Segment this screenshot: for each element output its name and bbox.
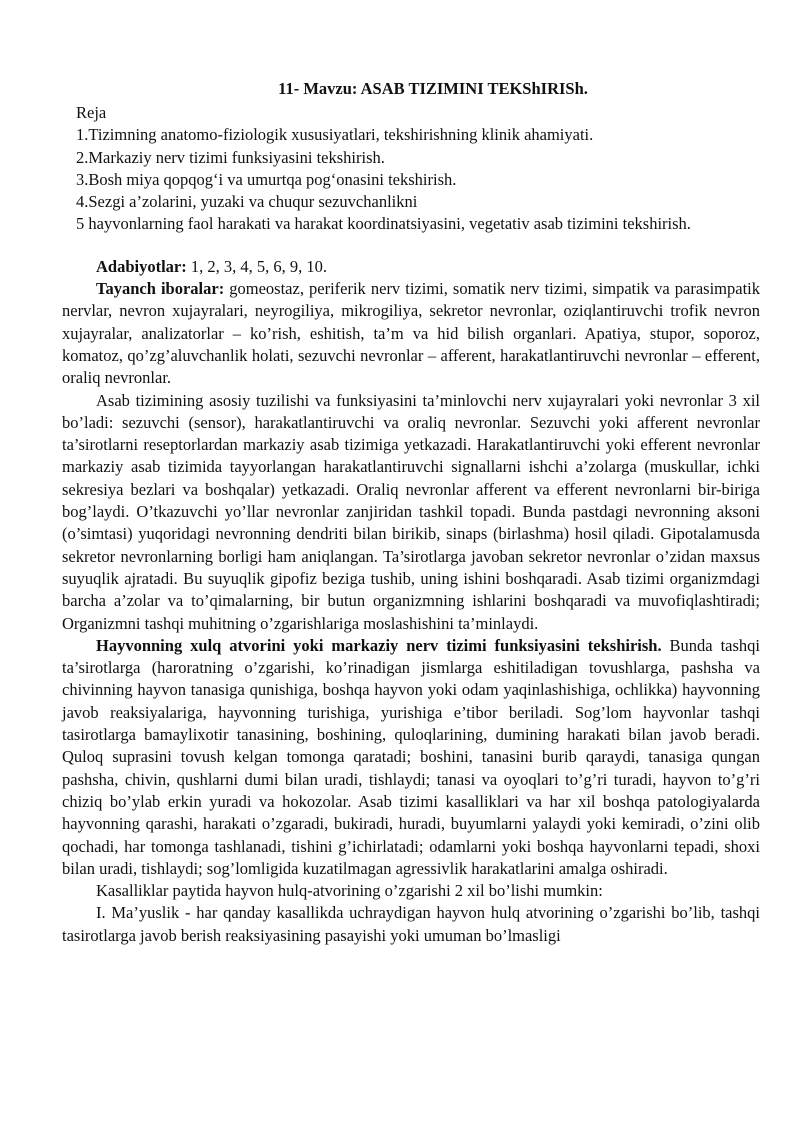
section-gap xyxy=(76,236,760,256)
literature-text: 1, 2, 3, 4, 5, 6, 9, 10. xyxy=(186,256,327,276)
literature-paragraph xyxy=(62,256,760,278)
changes-paragraph: Kasalliklar paytida hayvon hulq-atvorining o’zgarishi 2 xil bo’lishi mumkin: xyxy=(96,881,603,901)
keywords-text: gomeostaz, periferik nerv tizimi, somatik nerv tizimi, simpatik va parasimpatik nervlar, nevron xujayralari, neyrogiliya, mikrogiliya, sekretor nevronlar, oziqlantiruvchi trofik nevron xujayralar, analizatorlar – ko’rish, eshitish, ta’m va hid bilish organlari. Apatiya, stupor, soporoz, komatoz, qo’zg’aluvchanlik holati, sezuvchi nevronlar – afferent, harakatlantiruvchi nevronlar – efferent, oraliq nevronlar. xyxy=(62,279,760,388)
literature-label: Adabiyotlar: xyxy=(96,256,187,276)
page-title: 11- Mavzu: ASAB TIZIMINI TEKShIRISh. xyxy=(278,79,588,98)
behavior-label: Hayvonning xulq atvorini yoki markaziy nerv tizimi funksiyasini tekshirish. xyxy=(96,635,662,655)
structure-paragraph: Asab tizimining asosiy tuzilishi va funksiyasini ta’minlovchi nerv xujayralari yoki nevronlar 3 xil bo’ladi: sezuvchi (sensor), harakatlantiruvchi va oraliq nevronlar. Sezuvchi yoki afferent nevronlar ta’sirotlarni reseptorlardan markaziy asab tizimiga yetkazadi. Harakatlantiruvchi yoki efferent nevronlar markaziy asab tizimida tayyorlangan harakatlantiruvchi signallarni ishchi a’zolarga (muskullar, ichki sekresiya bezlari va boshqalar) yetkazadi. Oraliq nevronlar afferent va efferent nevronlarni bir-biriga bog’laydi. O’tkazuvchi yo’llar nevronlar zanjiridan tashkil topadi. Bunda pastdagi nevronning aksoni (o’simtasi) yuqoridagi nevronning dendriti bilan birikib, sinaps (birlashma) hosil qiladi. Gipotalamusda sekretor nevronlarning borligi ham aniqlangan. Ta’sirotlarga javoban sekretor nevronlar o’zidan maxsus suyuqlik ajratadi. Bu suyuqlik gipofiz beziga tushib, uning ishini boshqaradi. Asab tizimi organizmdagi barcha a’zolar va to’qimalarning, bir butun organizmning ishlarini boshqaradi va muvofiqlashtiradi; Organizmni tashqi muhitning o’zgarishlariga moslashishini ta’minlaydi. xyxy=(62,390,760,633)
keywords-paragraph xyxy=(62,278,760,389)
plan-item-5: 5 hayvonlarning faol harakati va harakat koordinatsiyasini, vegetativ asab tizimini tekshirish. xyxy=(76,214,691,234)
plan-section xyxy=(76,102,760,236)
plan-item-4: 4.Sezgi a’zolarini, yuzaki va chuqur sezuvchanlikni xyxy=(76,192,418,212)
document-body xyxy=(62,256,760,947)
plan-item-3: 3.Bosh miya qopqog‘i va umurtqa pog‘onasini tekshirish. xyxy=(76,169,457,189)
behavior-paragraph xyxy=(62,635,760,880)
plan-heading: Reja xyxy=(76,103,107,122)
plan-item-2: 2.Markaziy nerv tizimi funksiyasini tekshirish. xyxy=(76,147,385,167)
plan-item-1: 1.Tizimning anatomo-fiziologik xususiyatlari, tekshirishning klinik ahamiyati. xyxy=(76,125,594,145)
first-type-paragraph: I. Ma’yuslik - har qanday kasallikda uchraydigan hayvon hulq atvorining o’zgarishi bo’lib, tashqi tasirotlarga javob berish reaksiyasining pasayishi yoki umuman bo’lmasligi xyxy=(62,903,760,945)
behavior-text: Bunda tashqi ta’sirotlarga (haroratning o’zgarishi, ko’rinadigan jismlarga eshitiladigan tovushlarga, pashsha va chivinning hayvon tanasiga qunishiga, boshqa hayvon yoki odam yaqinlashishiga, ochlikka) hayvonning javob reaksiyalariga, hayvonning turishiga, yurishiga e’tibor beriladi. Sog’lom hayvonlar tashqi tasirotlarga bamaylixotir tanasining, boshining, quloqlarining, dumining harakati bilan javob beradi. Quloq suprasini tovush kelgan tomonga qaratadi; boshini, tanasini burib qaraydi, tanasiga qungan pashsha, chivin, qushlarni dumi bilan uradi, tishlaydi; tanasi va oyoqlari to’g’ri turadi, hayvon to’g’ri chiziq bo’ylab erkin yuradi va hokozolar. Asab tizimi kasalliklari va har xil boshqa patologiyalarda hayvonning qarashi, harakati o’zgaradi, bukiradi, huradi, buyumlarni yalaydi yoki kemiradi, o’zini olib qochadi, har tomonga tashlanadi, tishini g’ichirlatadi; odamlarni yoki boshqa hayvonlarni tepadi, shoxi bilan uradi, tishlaydi; sog’lomligida kuzatilmagan agressivlik harakatlarini amalga oshiradi. xyxy=(62,635,760,878)
keywords-label: Tayanch iboralar: xyxy=(96,279,225,299)
